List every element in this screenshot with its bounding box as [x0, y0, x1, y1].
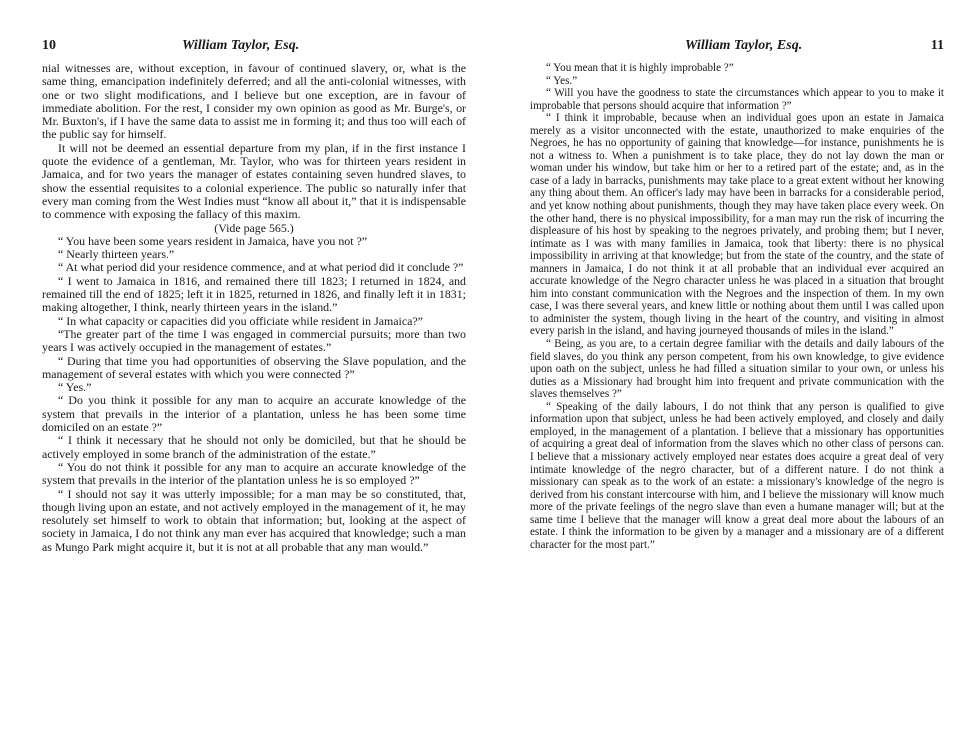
- running-title: William Taylor, Esq.: [182, 38, 300, 53]
- question: “ You have been some years resident in Jamaica, have you not ?”: [58, 233, 368, 248]
- answer: “ Yes.”: [58, 380, 92, 395]
- answer: “The greater part of the time I was engaged in commercial pursuits; more than two years I was actively occupied in the management of estates.”: [42, 326, 466, 355]
- question: “ During that time you had opportunities of observing the Slave population, and the management of several estates with which you were connected ?”: [42, 353, 466, 381]
- answer: “ Yes.”: [546, 74, 578, 87]
- question: “ Will you have the goodness to state the circumstances which appear to you to make it improbable that persons should acquire that information ?”: [530, 87, 944, 112]
- answer: “ I think it improbable, because when an individual goes upon an estate in Jamaica merely as a visitor unconnected with the estate, unauthorized to make enquiries of the Negroes, he has no opportunity of gaining that knowledge—for instance, punishments he is not a witness to. When a punishment is to take place, they do not lay down the man or woman under his window, but take him or her to a retired part of the estate; and, as in the case of a lady in barracks, punishments may take place to a great extent without her knowing any thing about them. An officer's lady may have been in barracks for a considerable period, and yet know nothing about punishments, though they may have taken place every week. On the other hand, there is no physical impossibility, for a man may run the risk of incurring the displeasure of his host by speaking to the negroes privately, and probing them; but I never, intimate as I was with many families in Jamaica, took that liberty: there is no physical impossibility in arriving at that knowledge; but from the state of the country, and the state of manners in Jamaica, I do not think it at all probable that an individual ever acquired an accurate knowledge of the Negro character unless he was placed in a situation that brought him into constant communication with the Negroes and the inspection of them. In my own case, I was there several years, and knew little or nothing about them until I was called upon to administer the system, though living in the heart of the country, and visiting in almost every parish in the island, and having journeyed thousands of miles in the island.”: [530, 112, 944, 338]
- page-body: [530, 62, 944, 551]
- page-number: 10: [42, 38, 56, 53]
- answer: “ Speaking of the daily labours, I do not think that any person is qualified to give information upon that subject, unless he had been actively employed, and closely and daily employed, in the management of a plantation. I believe that a missionary has opportunities of acquiring a great deal of information from the slaves which no other class of persons can. I believe that a missionary actively employed near estates does acquire a great deal of very intimate knowledge of the negro character, but of a different nature. I do not think a missionary can speak as to the work of an estate: a missionary's knowledge of the negro is derived from his constant intercourse with him, and I believe the missionary will know much more of the private feelings of the negro slave than even a humane manager will; but at the same time I believe that the manager will know a great deal more about the labours of an estate. I think the information to be given by a manager and a missionary are of a different character for the most part.”: [530, 400, 944, 551]
- question: “ At what period did your residence commence, and at what period did it conclude ?”: [58, 260, 464, 275]
- question: “ You mean that it is highly improbable ?”: [546, 62, 734, 74]
- citation: (Vide page 565.): [214, 220, 294, 235]
- question: “ You do not think it possible for any man to acquire an accurate knowledge of the system that prevails in the interior of the plantation unless he is so employed ?”: [42, 459, 466, 488]
- running-title: William Taylor, Esq.: [685, 38, 803, 53]
- right-page: [490, 0, 980, 752]
- page-header: [530, 38, 944, 56]
- answer: “ I think it necessary that he should not only be domiciled, but that he should be actively employed in some branch of the administration of the estate.”: [42, 433, 466, 461]
- question: “ Being, as you are, to a certain degree familiar with the details and daily labours of the field slaves, do you think any person competent, from his own knowledge, to give evidence upon oath on the subject, unless he had filled a situation similar to your own, or unless his duties as a Missionary had brought him into frequent and private communication with the slaves themselves ?”: [530, 338, 944, 401]
- paragraph: It will not be deemed an essential departure from my plan, if in the first instance I quote the evidence of a gentleman, Mr. Taylor, who was for thirteen years resident in Jamaica, and for two years the manager of estates containing seven hundred slaves, to show the essential requisites to a colonial experience. The public so naturally infer that every man coming from the West Indies must “know all about it,” that it is indispensable to commence with exposing the fallacy of this maxim.: [42, 140, 466, 222]
- answer: “ Nearly thirteen years.”: [58, 247, 175, 262]
- question: “ Do you think it possible for any man to acquire an accurate knowledge of the system that prevails in the interior of a plantation, unless he has been some time domiciled on an estate ?”: [42, 393, 466, 435]
- answer: “ I should not say it was utterly impossible; for a man may be so constituted, that, though living upon an estate, and not actively employed in the management of it, he may resolutely set himself to work to obtain that information; but, looking at the aspect of society in Jamaica, I do not think any man ever has acquired that knowledge; such a man as Mungo Park might acquire it, but it is not at all probable that any man would.”: [42, 486, 466, 554]
- question: “ In what capacity or capacities did you officiate while resident in Jamaica?”: [58, 313, 423, 328]
- paragraph: nial witnesses are, without exception, in favour of continued slavery, or, what is the same thing, emancipation indefinitely deferred; and all the anti-colonial witnesses, with one or two slight modifications, and I believe but one exception, are in favour of immediate abolition. For the rest, I consider my own opinion as good as Mr. Burge's, or Mr. Buxton's, if I have the same data to assist me in forming it; and thus too will each of the public say for himself.: [42, 61, 466, 142]
- answer: “ I went to Jamaica in 1816, and remained there till 1823; I returned in 1824, and remained till the end of 1825; left it in 1825, returned in 1826, and finally left it in 1831; making altogether, I think, nearly thirteen years in the island.”: [42, 273, 466, 315]
- page-header: [42, 38, 466, 56]
- page-number: 11: [930, 38, 944, 53]
- page-body: [42, 62, 466, 554]
